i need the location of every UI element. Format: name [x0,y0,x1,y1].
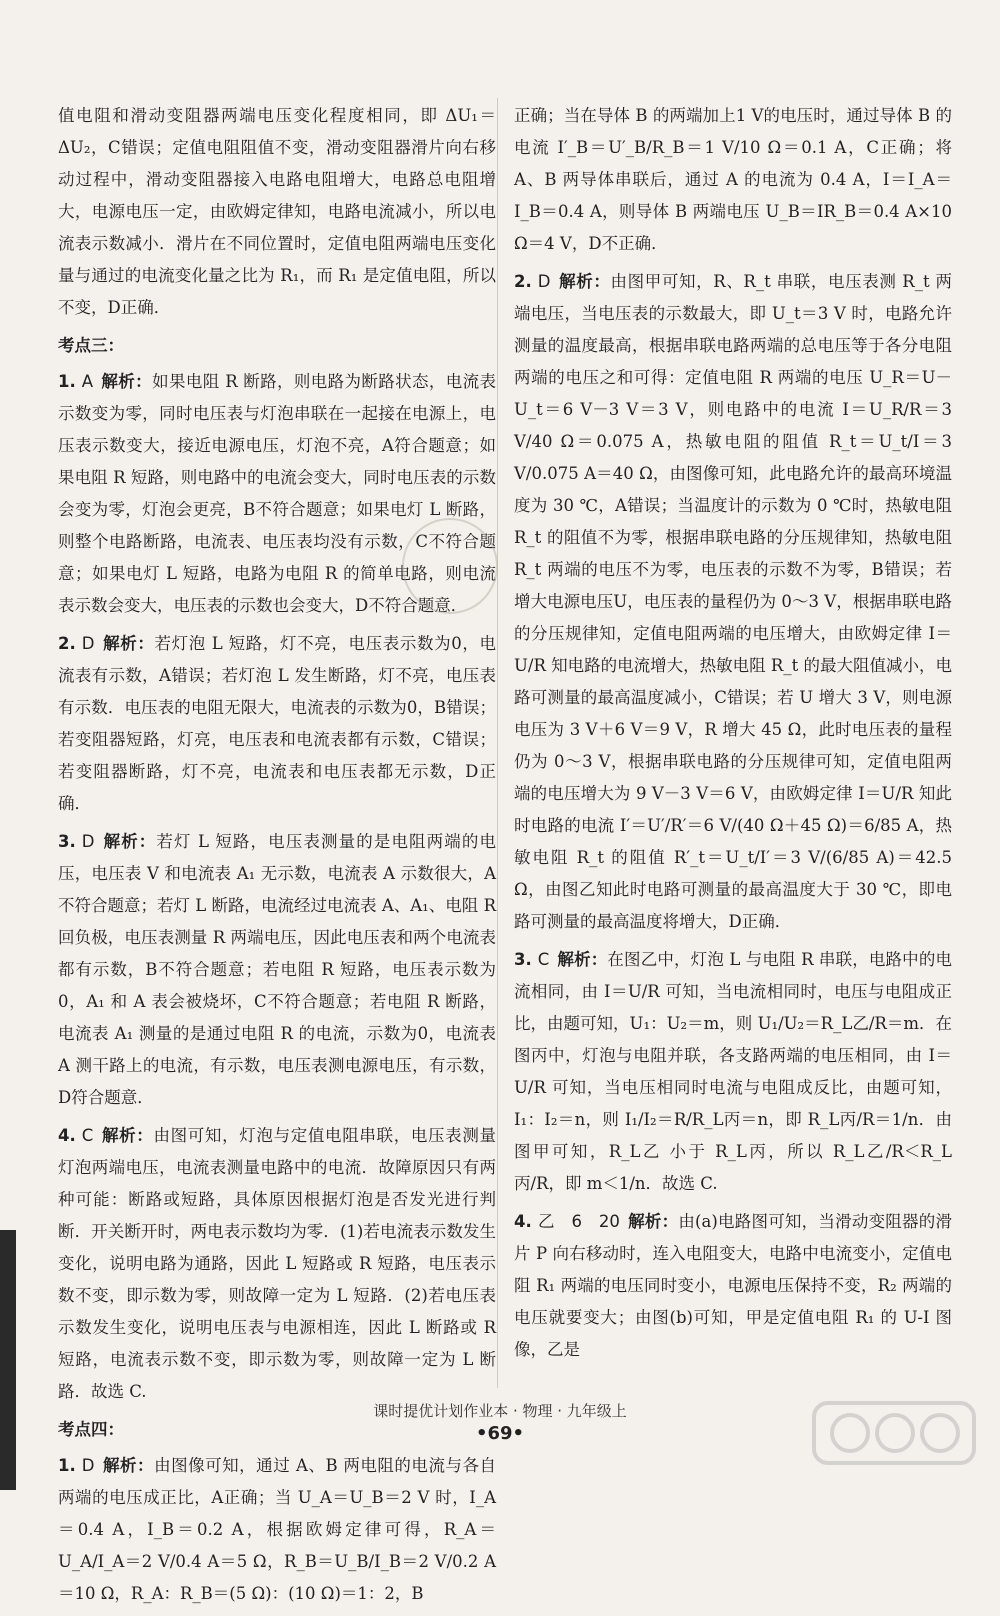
question-number: 4. [58,1126,76,1145]
question-number: 1. [58,372,76,391]
answer-item [58,826,496,1114]
question-number: 1. [58,1456,76,1475]
question-number: 3. [58,832,76,851]
answer-item [58,628,496,820]
analysis-text: 在图乙中，灯泡 L 与电阻 R 串联，电路中的电流相同，由 I＝U/R 可知，当电流相同时，电压与电阻成正比，由题可知，U₁：U₂＝m，则 U₁/U₂＝R_L乙/R＝m．在图丙中，灯泡与电阻并联，各支路两端的电压相同，由 I＝U/R 可知，当电压相同时电流与电阻成反比，由题可知，I₁：I₂＝n，则 I₁/I₂＝R/R_L丙＝n，即 R_L丙/R＝1/n．由图甲可知，R_L乙 小于 R_L丙，所以 R_L乙/R＜R_L丙/R，即 m＜1/n．故选 C. [514,950,952,1193]
analysis-tag: 解析： [102,1456,155,1475]
answer-choice: 乙 6 20 [537,1212,620,1231]
analysis-text: 由(a)电路图可知，当滑动变阻器的滑片 P 向右移动时，连入电阻变大，电路中电流变小，定值电阻 R₁ 两端的电压同时变小，电源电压保持不变，R₂ 两端的电压就要变大；由图(b)可知，甲是定值电阻 R₁ 的 U-I 图像，乙是 [514,1212,952,1359]
right-column [514,100,952,1372]
book-title-footer: 课时提优计划作业本 · 物理 · 九年级上 [373,1402,627,1420]
answer-choice: D [81,1456,95,1475]
answer-item [58,1450,496,1610]
question-number: 4. [514,1212,532,1231]
question-number: 2. [514,272,532,291]
analysis-tag: 解析： [627,1212,679,1231]
answer-choice: A [81,372,94,391]
paragraph: 值电阻和滑动变阻器两端电压变化程度相同，即 ΔU₁＝ΔU₂，C错误；定值电阻阻值不变，滑动变阻器滑片向右移动过程中，滑动变阻器接入电路电阻增大，电路总电阻增大，电源电压一定，由欧姆定律知，电路电流减小，所以电流表示数减小．滑片在不同位置时，定值电阻两端电压变化量与通过的电流变化量之比为 R₁，而 R₁ 是定值电阻，所以不变，D正确． [58,106,496,317]
left-column [58,100,496,1616]
analysis-text: 由图可知，灯泡与定值电阻串联，电压表测量灯泡两端电压，电流表测量电路中的电流．故障原因只有两种可能：断路或短路，具体原因根据灯泡是否发光进行判断．开关断开时，两电表示数均为零．(1)若电流表示数发生变化，说明电路为通路，因此 L 短路或 R 短路，电压表示数不变，即示数为零，则故障一定为 L 短路．(2)若电压表示数发生变化，说明电压表与电源相连，因此 L 断路或 R 短路，电流表示数不变，即示数为零，则故障一定为 L 断路．故选 C. [58,1126,497,1401]
analysis-tag: 解析： [557,950,608,969]
question-number: 3. [514,950,532,969]
paragraph: 正确；当在导体 B 的两端加上1 V的电压时，通过导体 B 的电流 I′_B＝U′_B/R_B＝1 V/10 Ω＝0.1 A，C正确；将 A、B 两导体串联后，通过 A 的电流为 0.4 A，I＝I_A＝I_B＝0.4 A，则导体 B 两端电压 U_B＝IR_B＝0.4 A×10 Ω＝4 V，D不正确． [514,106,952,253]
analysis-tag: 解析： [101,1126,154,1145]
analysis-tag: 解析： [102,832,157,851]
answer-item [514,266,952,938]
section-heading: 考点三： [58,336,124,355]
answer-choice: D [81,634,95,653]
watermark-logo-icon [810,1395,980,1485]
analysis-text: 若灯泡 L 短路，灯不亮，电压表示数为0，电流表有示数，A错误；若灯泡 L 发生断路，灯不亮，电压表有示数．电压表的电阻无限大，电流表的示数为0，B错误；若变阻器短路，灯亮，电压表和电流表都有示数，C错误；若变阻器断路，灯不亮，电流表和电压表都无示数，D正确． [58,634,496,813]
analysis-text: 如果电阻 R 断路，则电路为断路状态，电流表示数变为零，同时电压表与灯泡串联在一起接在电源上，电压表示数变大，接近电源电压，灯泡不亮，A符合题意；如果电阻 R 短路，则电路中的电流会变大，同时电压表的示数会变为零，灯泡会更亮，B不符合题意；如果电灯 L 断路，则整个电路断路，电流表、电压表均没有示数，C不符合题意；如果电灯 L 短路，电路为电阻 R 的简单电路，则电流表示数会变大，电压表的示数也会变大，D不符合题意． [58,372,497,615]
question-number: 2. [58,634,76,653]
analysis-tag: 解析： [558,272,611,291]
answer-item [514,1206,952,1366]
binding-edge [0,1230,16,1490]
analysis-text: 由图像可知，通过 A、B 两电阻的电流与各自两端的电压成正比，A正确；当 U_A＝U_B＝2 V 时，I_A＝0.4 A，I_B＝0.2 A，根据欧姆定律可得，R_A＝U_A/I_A＝2 V/0.4 A＝5 Ω，R_B＝U_B/I_B＝2 V/0.2 A＝10 Ω，R_A：R_B＝(5 Ω)：(10 Ω)＝1：2，B [58,1456,497,1603]
section-heading: 考点四： [58,1420,124,1439]
answer-choice: D [537,272,551,291]
column-divider [497,98,498,1388]
analysis-tag: 解析： [102,634,155,653]
analysis-tag: 解析： [101,372,153,391]
analysis-text: 由图甲可知，R、R_t 串联，电压表测 R_t 两端电压，当电压表的示数最大，即 U_t＝3 V 时，电路允许测量的温度最高，根据串联电路两端的总电压等于各分电阻两端的电压之和可得：定值电阻 R 两端的电压 U_R＝U－U_t＝6 V－3 V＝3 V，则电路中的电流 I＝U_R/R＝3 V/40 Ω＝0.075 A，热敏电阻的阻值 R_t＝U_t/I＝3 V/0.075 A＝40 Ω，由图像可知，此电路允许的最高环境温度为 30 ℃，A错误；当温度计的示数为 0 ℃时，热敏电阻 R_t 的阻值不为零，根据串联电路的分压规律知，热敏电阻 R_t 两端的电压不为零，电压表的示数不为零，B错误；若增大电源电压U，电压表的量程仍为 0～3 V，根据串联电路的分压规律知，定值电阻两端的电压增大，由欧姆定律 I＝U/R 知电路的电流增大，热敏电阻 R_t 的最大阻值减小，电路可测量的最高温度减小，C错误；若 U 增大 3 V，则电源电压为 3 V＋6 V＝9 V，R 增大 45 Ω，此时电压表的量程仍为 0～3 V，根据串联电路的分压规律可知，定值电阻两端的电压增大为 9 V－3 V＝6 V，由欧姆定律 I＝U/R 知此时电路的电流 I′＝U′/R′＝6 V/(40 Ω＋45 Ω)＝6/85 A，热敏电阻 R_t 的阻值 R′_t＝U_t/I′＝3 V/(6/85 A)＝42.5 Ω，由图乙知此时电路可测量的最高温度大于 30 ℃，即电路可测量的最高温度将增大，D正确． [514,272,952,931]
answer-choice: D [81,832,95,851]
stamp-watermark-icon [402,518,498,614]
analysis-text: 若灯 L 短路，电压表测量的是电阻两端的电压，电压表 V 和电流表 A₁ 无示数，电流表 A 示数很大，A不符合题意；若灯 L 断路，电流经过电流表 A、A₁、电阻 R 回负极，电压表测量 R 两端电压，因此电压表和两个电流表都有示数，B不符合题意；若电阻 R 短路，电压表示数为0，A₁ 和 A 表会被烧坏，C不符合题意；若电阻 R 断路，电流表 A₁ 测量的是通过电阻 R 的电流，示数为0，电流表 A 测干路上的电流，有示数，电压表测电源电压，有示数，D符合题意． [58,832,496,1107]
page-number: •69• [475,1423,525,1444]
answer-choice: C [537,950,550,969]
answer-item [514,944,952,1200]
answer-choice: C [81,1126,94,1145]
answer-item [58,1120,496,1408]
